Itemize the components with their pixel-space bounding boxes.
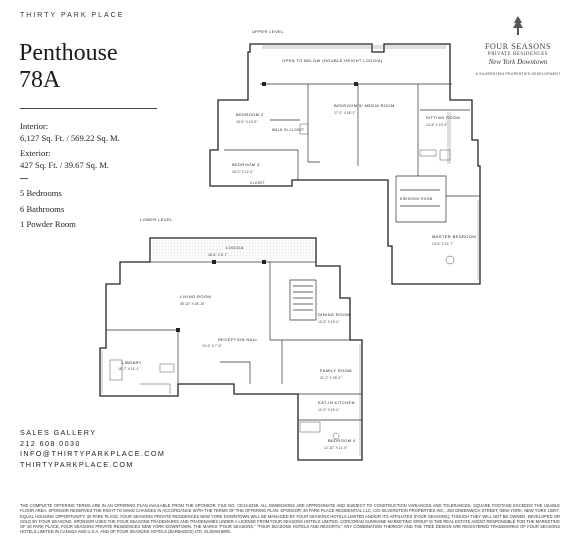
room-library: LIBRARY [122,360,142,365]
room-dressing-room: DRESSING ROOM [400,197,433,201]
room-bedroom-2-dim: 15'-6" X 13'-9" [236,120,258,124]
sales-heading: SALES GALLERY [20,428,97,437]
room-family-room-dim: 21'-2" X 25'-4" [320,376,342,380]
room-bedroom-4: BEDROOM 4 [328,438,356,443]
lower-level-label: LOWER LEVEL [140,217,173,222]
exterior-value: 427 Sq. Ft. / 39.67 Sq. M. [20,159,110,170]
sales-website-link[interactable]: THIRTYPARKPLACE.COM [20,459,134,469]
sales-phone[interactable]: 212 608 0030 [20,438,81,448]
room-bedroom-5-media: BEDROOM 5/ MEDIA ROOM [334,103,395,108]
logo-brand: FOUR SEASONS [484,42,552,51]
room-master-bedroom-dim: 14'-6" X 22'-7" [432,242,454,246]
room-dining-room-dim: 13'-5" X 19'-0" [318,320,340,324]
upper-level-label: UPPER LEVEL [252,29,284,34]
room-family-room: FAMILY ROOM [320,368,352,373]
room-master-bedroom: MASTER BEDROOM [432,234,477,239]
powder-room-count: 1 Powder Room [20,219,76,229]
legal-disclaimer: THE COMPLETE OFFERING TERMS ARE IN AN OFFERING PLAN AVAILABLE FROM THE SPONSOR. FILE NO. CD13-0258. ALL DIMENSIONS ARE APPROXIMATE AND SUBJECT TO CONSTRUCTION VARIANCES AND TOLERANCES. SQUARE FOOTAGE EXCEEDS THE USABLE FLOOR AREA. SPONSOR RESERVES THE RIGHT TO MAKE CHANGES IN ACCORDANCE WITH THE TERMS OF THE OFFERING PLAN. SPONSOR: 30 PARK PLACE RESIDENTIAL LLC, C/O SILVERSTEIN PROPERTIES INC., 250 GREENWICH STREET, NEW YORK, NEW YORK 10007. EQUAL HOUSING OPPORTUNITY. 30 PARK PLACE, FOUR SEASONS PRIVATE RESIDENCES NEW YORK DOWNTOWN WILL BE MANAGED BY FOUR SEASONS HOTELS LIMITED AND/OR ITS AFFILIATES (FOUR SEASONS), THOUGH THEY WILL NOT BE OWNED, DEVELOPED OR SOLD BY FOUR SEASONS. SPONSOR USES THE FOUR SEASONS TRADEMARKS AND TRADENAMES UNDER A LICENSE FROM FOUR SEASONS HOTELS LIMITED. CORCORAN SUNSHINE MARKETING GROUP IS THE REAL ESTATE AGENT RESPONSIBLE FOR THE MARKETING OF 30 PARK PLACE, FOUR SEASONS PRIVATE RESIDENCES NEW YORK DOWNTOWN. THE MARKS "FOUR SEASONS," "FOUR SEASONS HOTELS AND RESORTS," ANY COMBINATION THEREOF AND THE TREE DESIGN ARE REGISTERED TRADEMARKS OF FOUR SEASONS HOTELS LIMITED IN CANADA AND U.S.A. AND OF FOUR SEASONS HOTELS (BARBADOS) LTD. ELSEWHERE. [20,503,560,535]
interior-value: 6,127 Sq. Ft. / 569.22 Sq. M. [20,132,120,143]
logo-sub: PRIVATE RESIDENCES [487,52,549,57]
room-bedroom-3: BEDROOM 3 [232,162,260,167]
room-reception-hall-dim: 10'-6" X 7'-3" [202,344,222,348]
room-library-dim: 18'-7" X 14'-1" [118,367,140,371]
title-line-2: 78A [19,67,61,93]
room-loggia: LOGGIA [226,245,244,250]
room-eat-in-kitchen-dim: 12'-9" X 16'-0" [318,408,340,412]
room-sitting-room: SITTING ROOM [426,115,461,120]
room-loggia-dim: 48'-6" X 8'-7" [208,253,228,257]
bathrooms-count: 6 Bathrooms [20,203,65,214]
room-reception-hall: RECEPTION HALL [218,337,259,342]
room-closet: CLOSET [250,181,266,185]
bedrooms-count: 5 Bedrooms [20,188,62,198]
interior-label: Interior: [20,121,49,131]
room-bedroom-5-media-dim: 17'-0" X 18'-1" [334,111,356,115]
room-bedroom-3-dim: 16'-0" X 12'-0" [232,170,254,174]
room-living-room: LIVING ROOM [180,294,212,299]
logo-location: New York Downtown [488,58,548,66]
exterior-label: Exterior: [20,148,51,158]
title-line-1: Penthouse [19,40,118,66]
room-dining-room: DINING ROOM [318,312,350,317]
room-sitting-room-dim: 13'-8" X 19'-3" [426,123,448,127]
room-bedroom-2: BEDROOM 2 [236,112,264,117]
sales-email-link[interactable]: INFO@THIRTYPARKPLACE.COM [20,449,166,458]
logo-developer: A SILVERSTEIN PROPERTIES DEVELOPMENT [475,72,561,76]
loggia-tiles [152,240,314,260]
address-label: THIRTY PARK PLACE [20,12,125,19]
room-living-room-dim: 45'-10" X 18'-10" [180,302,206,306]
room-walk-in-closet: WALK-IN CLOSET [272,128,305,132]
room-bedroom-4-dim: 12'-10" X 11'-0" [324,446,348,450]
room-eat-in-kitchen: EAT-IN KITCHEN [318,400,355,405]
room-open-to-below: OPEN TO BELOW (DOUBLE HEIGHT LOGGIA) [282,58,383,63]
